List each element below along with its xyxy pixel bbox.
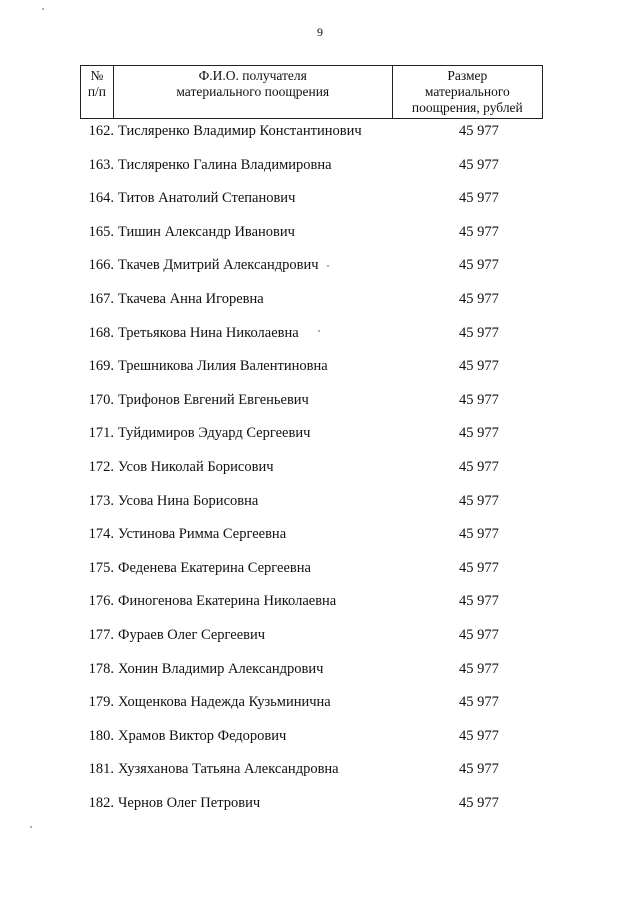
recipient-name: Усова Нина Борисовна	[118, 492, 259, 509]
recipient-name: Феденева Екатерина Сергеевна	[118, 559, 311, 576]
header-number-line: п/п	[87, 84, 107, 99]
scan-speck	[318, 330, 320, 332]
row-number: 165.	[88, 223, 114, 240]
recipient-name: Хощенкова Надежда Кузьминична	[118, 694, 331, 711]
header-amount-line: поощрения, рублей	[411, 100, 523, 115]
recipient-name: Фураев Олег Сергеевич	[118, 627, 266, 643]
row-number: 164.	[88, 190, 114, 207]
row-number: 171.	[88, 425, 114, 442]
recipient-name: Хонин Владимир Александрович	[118, 660, 324, 677]
header-amount-line: Размер	[447, 68, 488, 83]
page-number: 9	[317, 25, 323, 39]
row-number: 177.	[88, 627, 114, 643]
row-number: 167.	[88, 291, 114, 307]
header-name-line: Ф.И.О. получателя	[198, 68, 307, 83]
recipient-name: Ткачев Дмитрий Александрович	[118, 257, 319, 274]
row-number: 169.	[88, 358, 114, 375]
table-row	[0, 356, 640, 378]
recipient-name: Третьякова Нина Николаевна	[118, 324, 299, 341]
recipient-name: Тисляренко Галина Владимировна	[118, 156, 332, 173]
reward-amount: 45 977	[459, 593, 499, 610]
recipient-name: Титов Анатолий Степанович	[118, 190, 296, 207]
table-row	[0, 759, 640, 781]
recipient-name: Тишин Александр Иванович	[118, 223, 295, 240]
row-number: 176.	[88, 593, 114, 610]
scan-speck	[42, 8, 44, 10]
reward-amount: 45 977	[459, 492, 499, 509]
reward-amount: 45 977	[459, 459, 499, 475]
recipient-name: Хузяханова Татьяна Александровна	[118, 761, 339, 778]
reward-amount: 45 977	[459, 795, 499, 811]
recipient-name: Трешникова Лилия Валентиновна	[118, 358, 328, 375]
table-row	[0, 625, 640, 647]
table-row	[0, 491, 640, 513]
table-row	[0, 692, 640, 714]
table-row	[0, 155, 640, 177]
reward-amount: 45 977	[459, 727, 499, 744]
table-header	[80, 65, 543, 119]
row-number: 181.	[88, 761, 114, 778]
table-row	[0, 323, 640, 345]
recipient-name: Тисляренко Владимир Константинович	[118, 123, 362, 139]
recipient-name: Туйдимиров Эдуард Сергеевич	[118, 425, 311, 442]
header-number-column	[81, 66, 114, 118]
table-row	[0, 390, 640, 412]
table-row	[0, 659, 640, 681]
header-name-column	[114, 66, 393, 118]
reward-amount: 45 977	[459, 391, 499, 408]
scan-speck	[30, 826, 32, 828]
table-row	[0, 289, 640, 311]
row-number: 179.	[88, 694, 114, 711]
table-row	[0, 591, 640, 613]
recipient-name: Ткачева Анна Игоревна	[118, 291, 264, 307]
row-number: 163.	[88, 156, 114, 173]
reward-amount: 45 977	[459, 291, 499, 307]
reward-amount: 45 977	[459, 627, 499, 643]
header-name-line: материального поощрения	[176, 84, 330, 99]
table-row	[0, 457, 640, 479]
reward-amount: 45 977	[459, 559, 499, 576]
table-row	[0, 558, 640, 580]
recipient-name: Храмов Виктор Федорович	[118, 727, 287, 744]
recipient-name: Чернов Олег Петрович	[118, 795, 261, 811]
recipient-name: Усов Николай Борисович	[118, 459, 274, 475]
row-number: 173.	[88, 492, 114, 509]
header-amount-column	[393, 66, 542, 118]
table-row	[0, 222, 640, 244]
header-number-line: №	[90, 68, 104, 83]
reward-amount: 45 977	[459, 660, 499, 677]
header-amount-line: материального	[424, 84, 510, 99]
reward-amount: 45 977	[459, 324, 499, 341]
reward-amount: 45 977	[459, 190, 499, 207]
scan-speck	[327, 265, 329, 267]
table-row	[0, 524, 640, 546]
recipient-name: Финогенова Екатерина Николаевна	[118, 593, 337, 610]
row-number: 174.	[88, 526, 114, 543]
row-number: 178.	[88, 660, 114, 677]
row-number: 162.	[88, 123, 114, 139]
reward-amount: 45 977	[459, 425, 499, 442]
table-row	[0, 255, 640, 277]
row-number: 175.	[88, 559, 114, 576]
row-number: 170.	[88, 391, 114, 408]
table-row	[0, 793, 640, 815]
table-row	[0, 423, 640, 445]
table-row	[0, 726, 640, 748]
reward-amount: 45 977	[459, 526, 499, 543]
reward-amount: 45 977	[459, 358, 499, 375]
recipient-name: Устинова Римма Сергеевна	[118, 526, 287, 543]
row-number: 166.	[88, 257, 114, 274]
row-number: 168.	[88, 324, 114, 341]
row-number: 172.	[88, 459, 114, 475]
reward-amount: 45 977	[459, 257, 499, 274]
recipient-name: Трифонов Евгений Евгеньевич	[118, 391, 309, 408]
row-number: 180.	[88, 727, 114, 744]
table-row	[0, 188, 640, 210]
row-number: 182.	[88, 795, 114, 811]
reward-amount: 45 977	[459, 694, 499, 711]
reward-amount: 45 977	[459, 123, 499, 139]
reward-amount: 45 977	[459, 761, 499, 778]
table-row	[0, 121, 640, 143]
reward-amount: 45 977	[459, 156, 499, 173]
reward-amount: 45 977	[459, 223, 499, 240]
